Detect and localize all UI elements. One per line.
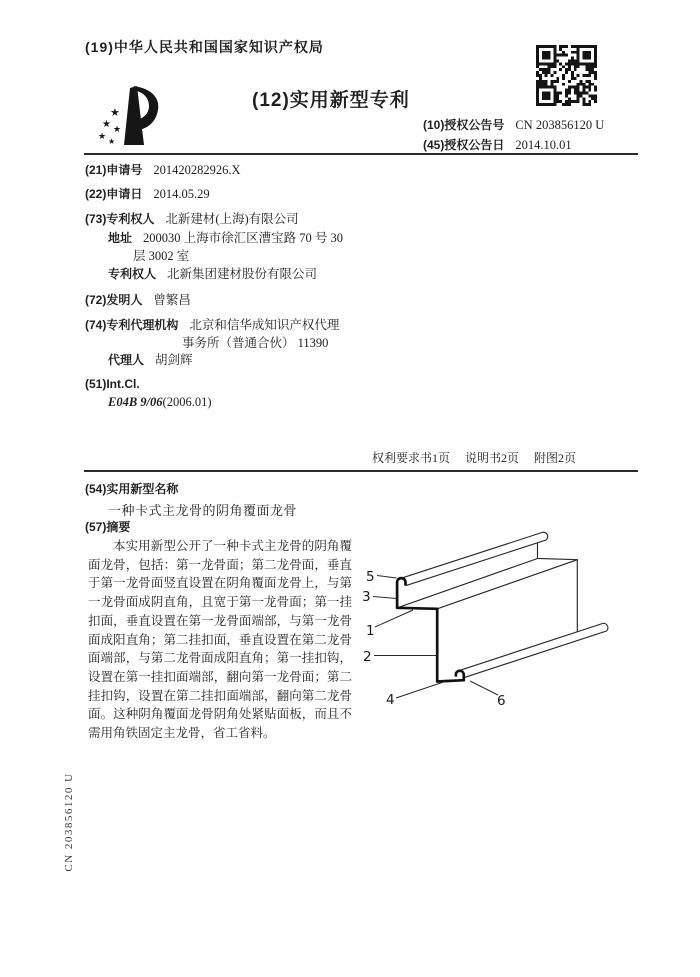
- leader-6: [470, 681, 498, 695]
- agent-label: 代理人: [108, 353, 145, 367]
- callout-3: 3: [362, 589, 371, 605]
- abstract-section-label: (57)摘要: [85, 520, 131, 534]
- callout-6: 6: [497, 693, 506, 709]
- header-divider: [84, 153, 638, 155]
- publication-number-row: [423, 116, 604, 134]
- figure-bottom-rail: [460, 623, 608, 677]
- svg-text:★: ★: [108, 137, 116, 146]
- pub-no-value: CN 203856120 U: [515, 118, 605, 132]
- agent-value: 胡剑辉: [155, 353, 193, 367]
- int-cl-code: E04B 9/06: [108, 395, 163, 409]
- int-cl-value-row: [108, 393, 211, 411]
- patentee2-label: 专利权人: [108, 267, 157, 281]
- agent-row: [108, 350, 193, 369]
- address-row-2: [133, 246, 189, 265]
- int-cl-row: [85, 375, 140, 393]
- doc-type-title: (12)实用新型专利: [252, 90, 410, 111]
- figure-profile-outline: [397, 578, 464, 681]
- inventor-row: [85, 290, 191, 309]
- svg-text:★: ★: [102, 119, 111, 130]
- callout-4: 4: [386, 692, 395, 708]
- qr-code-icon: [536, 45, 597, 106]
- callout-5: 5: [366, 569, 375, 585]
- callout-2: 2: [363, 649, 372, 665]
- figure-back-edges: [538, 543, 578, 632]
- patentee-2-value: 北新集团建材股份有限公司: [167, 267, 318, 281]
- page-counts-line: [300, 449, 576, 466]
- int-cl-label: (51)Int.Cl.: [85, 377, 140, 391]
- agency-line1: 北京和信华成知识产权代理: [189, 318, 340, 332]
- inventor-value: 曾繁昌: [153, 293, 191, 307]
- drawings-pages: 附图2页: [533, 451, 576, 465]
- patentee-1-value: 北新建材(上海)有限公司: [165, 212, 299, 226]
- address-line1: 200030 上海市徐汇区漕宝路 70 号 30: [143, 231, 344, 245]
- inventor-label: (72)发明人: [85, 293, 143, 307]
- cnipa-logo-icon: [94, 82, 168, 160]
- leader-1: [375, 610, 413, 627]
- pub-no-label: (10)授权公告号: [423, 118, 505, 132]
- patentee-label: (73)专利权人: [85, 212, 155, 226]
- pub-date-value: 2014.10.01: [515, 138, 572, 152]
- address-row: [108, 228, 343, 247]
- svg-text:★: ★: [110, 107, 120, 119]
- int-cl-version: (2006.01): [162, 395, 212, 409]
- address-line2: 层 3002 室: [133, 249, 190, 263]
- leader-3: [373, 597, 397, 599]
- svg-text:★: ★: [113, 124, 122, 134]
- office-name: (19)中华人民共和国国家知识产权局: [85, 39, 324, 55]
- address-label: 地址: [108, 231, 133, 245]
- abstract-text: 本实用新型公开了一种卡式主龙骨的阴角覆面龙骨，包括：第一龙骨面；第二龙骨面，垂直于第一龙骨面竖直设置在阴角覆面龙骨上，与第一龙骨面成阴直角，且宽于第一龙骨面；第一挂扣面，垂直设置在第一龙骨面端部，与第一龙骨面成阳直角；第二挂扣面，垂直设置在第二龙骨面端部，与第二龙骨面成阳直角；第一挂扣钩，设置在第一挂扣面端部，翻向第一龙骨面；第二挂扣钩，设置在第二挂扣面端部，翻向第二龙骨面。这种阴角覆面龙骨阴角处紧贴面板，而且不需用角铁固定主龙骨，省工省料。: [88, 539, 352, 741]
- application-date-row: [85, 185, 210, 203]
- patentee-row: [85, 209, 299, 228]
- claims-pages: 权利要求书1页: [371, 451, 450, 465]
- app-date-value: 2014.05.29: [153, 187, 210, 201]
- description-pages: 说明书2页: [464, 451, 519, 465]
- app-no-value: 201420282926.X: [153, 163, 241, 177]
- utility-model-title: 一种卡式主龙骨的阴角覆面龙骨: [108, 503, 298, 518]
- app-date-label: (22)申请日: [85, 187, 143, 201]
- agency-line2: 事务所（普通合伙） 11390: [182, 336, 329, 350]
- agency-row: [85, 315, 339, 334]
- edge-document-id: CN 203856120 U: [63, 772, 75, 872]
- callout-1: 1: [366, 623, 375, 639]
- figure-top-face-right-edge: [437, 560, 577, 609]
- agency-label: (74)专利代理机构: [85, 318, 179, 332]
- publication-date-row: [423, 136, 572, 154]
- patent-figure: [358, 515, 650, 725]
- leader-5: [377, 576, 397, 579]
- application-number-row: [85, 161, 241, 179]
- agency-row-2: [182, 333, 328, 352]
- pub-date-label: (45)授权公告日: [423, 138, 505, 152]
- leader-4: [396, 682, 445, 699]
- patentee2-row: [108, 264, 317, 283]
- app-no-label: (21)申请号: [85, 163, 143, 177]
- title-section-label: (54)实用新型名称: [85, 482, 179, 496]
- svg-text:★: ★: [98, 131, 107, 141]
- section-divider: [84, 470, 638, 472]
